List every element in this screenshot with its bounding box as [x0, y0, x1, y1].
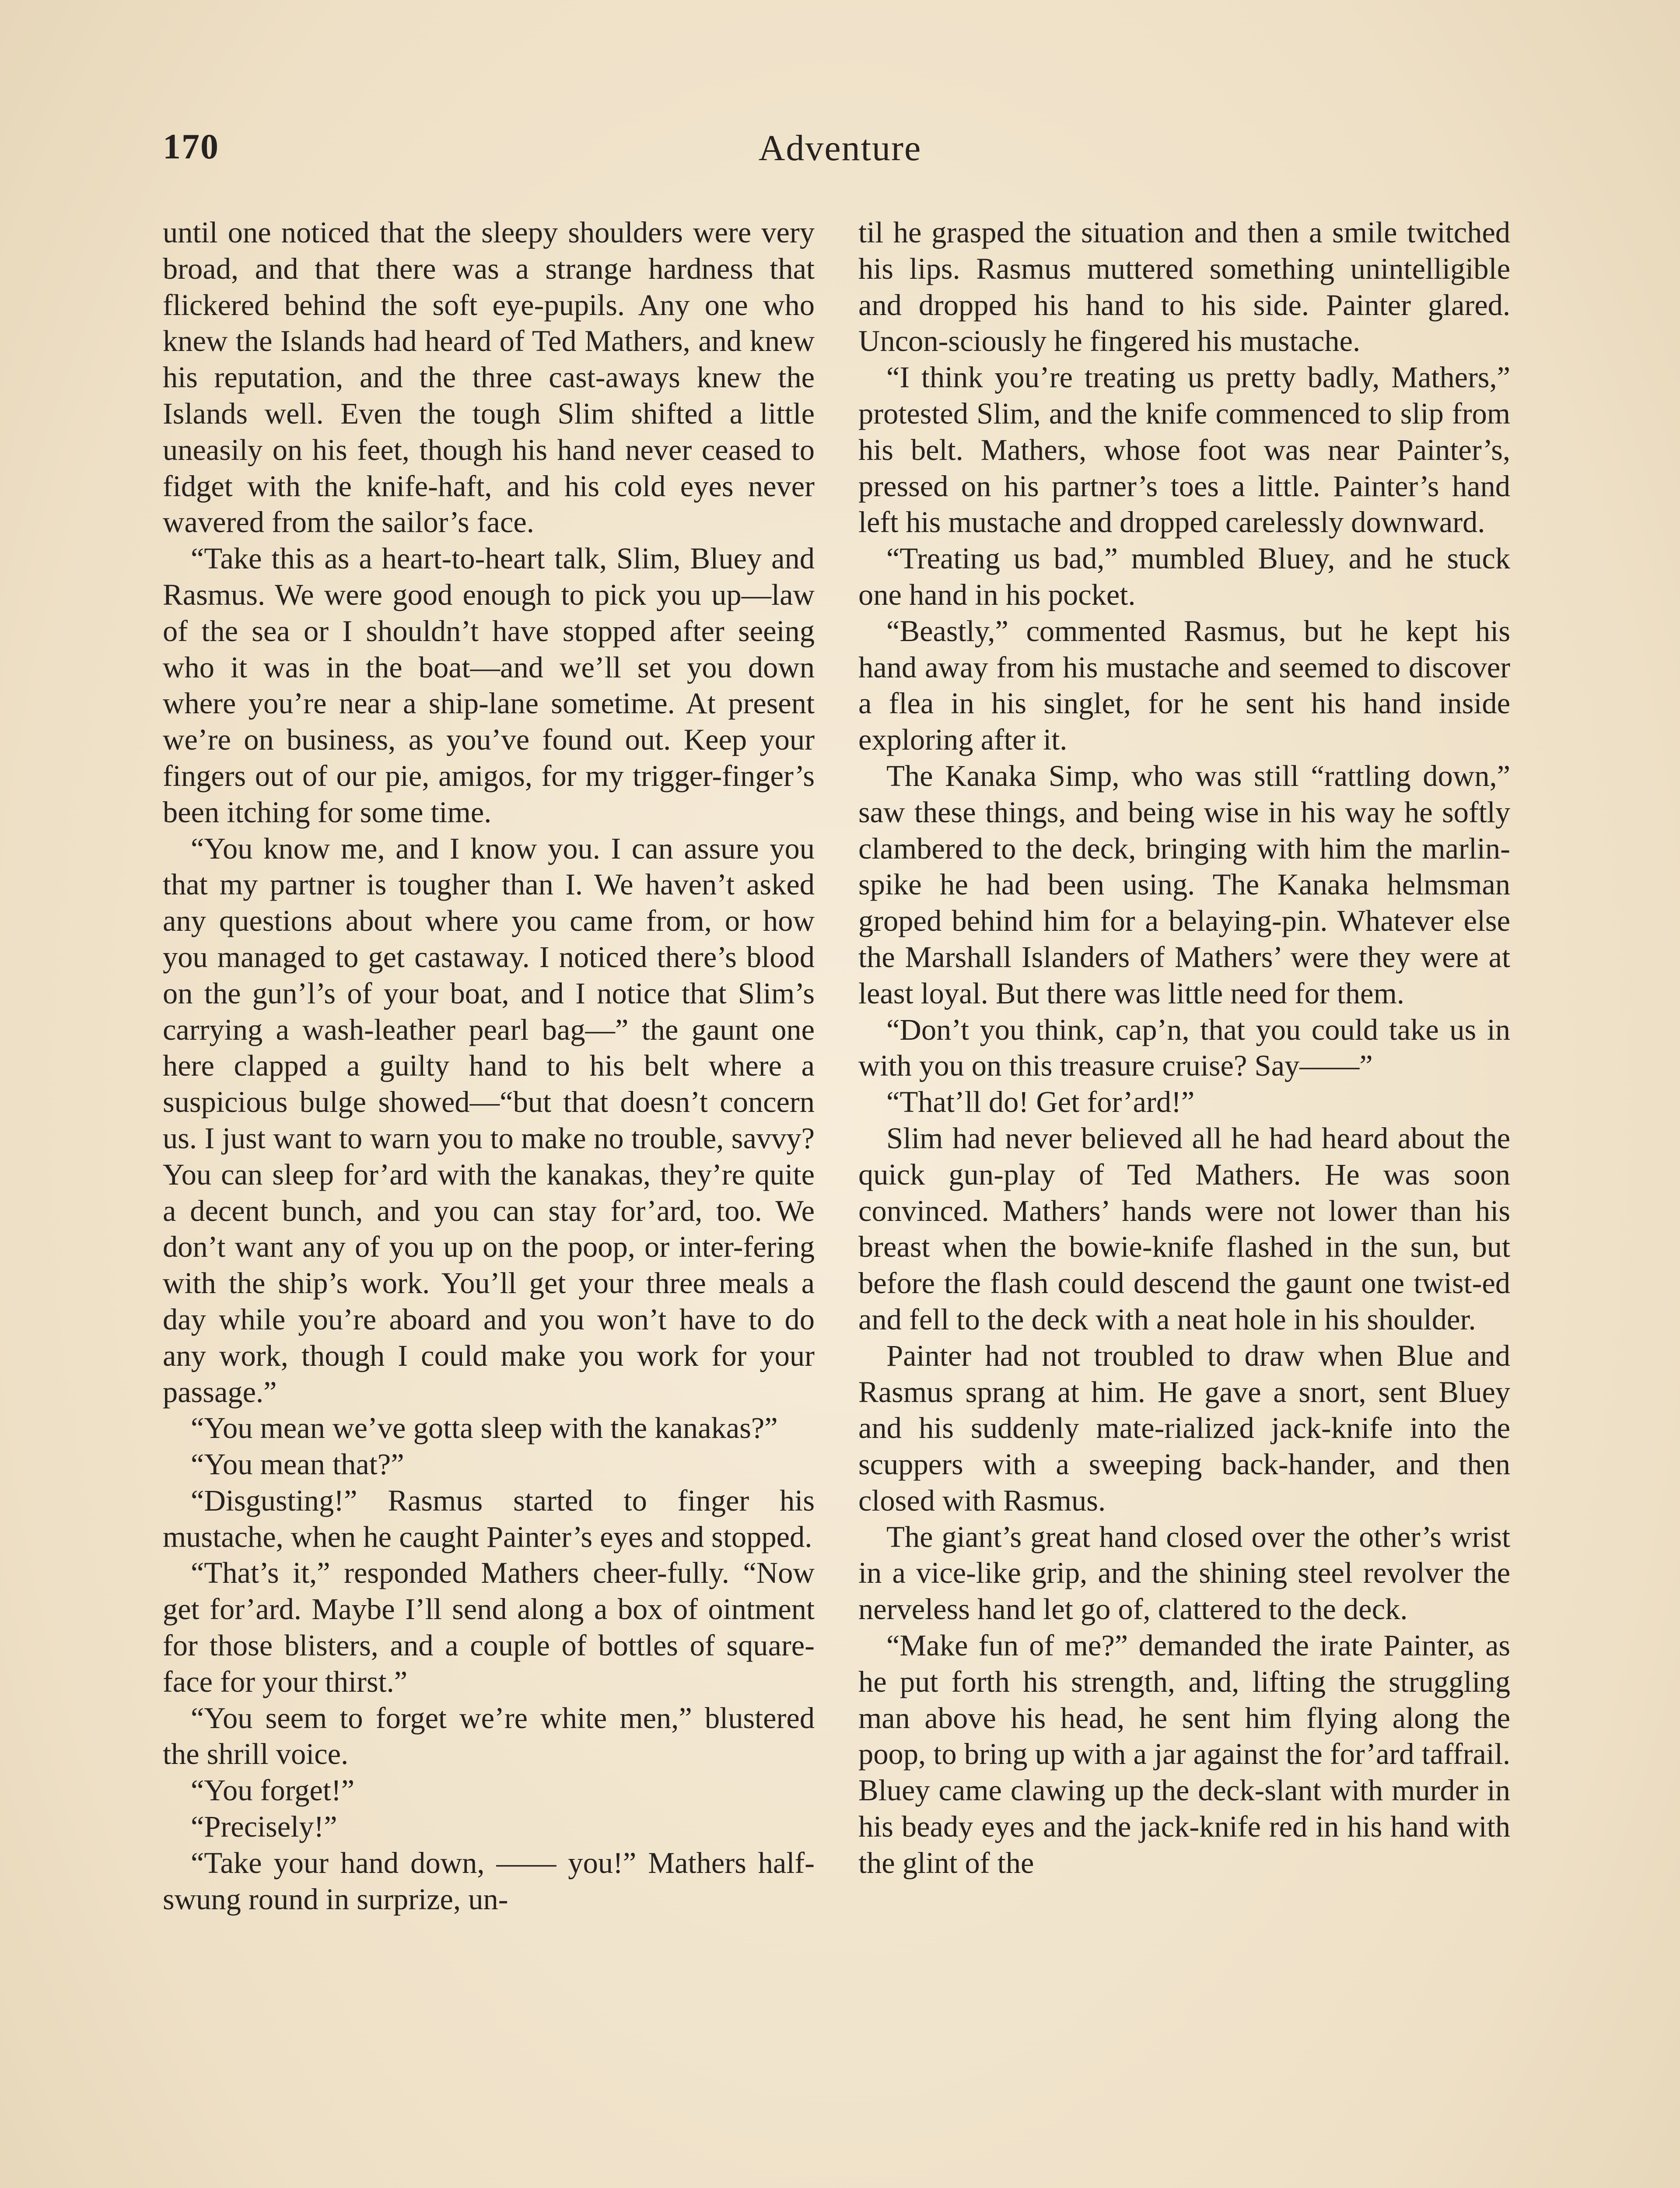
paragraph: “Make fun of me?” demanded the irate Painter, as he put forth his strength, and, lifting the struggling man above his head, he sent him flying along the poop, to bring up with a jar against the for’ard taffrail. Bluey came clawing up the deck-slant with murder in his beady eyes and the jack-knife red in his hand with the glint of the: [858, 1629, 1510, 1879]
paragraph: “You seem to forget we’re white men,” blustered the shrill voice.: [163, 1701, 815, 1771]
paragraph: “I think you’re treating us pretty badly, Mathers,” protested Slim, and the knife commenced to slip from his belt. Mathers, whose foot was near Painter’s, pressed on his partner’s toes a little. Painter’s hand left his mustache and dropped carelessly downward.: [858, 361, 1510, 539]
paragraph: “Beastly,” commented Rasmus, but he kept his hand away from his mustache and seemed to discover a flea in his singlet, for he sent his hand inside exploring after it.: [858, 614, 1510, 757]
paragraph: The Kanaka Simp, who was still “rattling down,” saw these things, and being wise in his way he softly clambered to the deck, bringing with him the marlin-spike he had been using. The Kanaka helmsman groped behind him for a belaying-pin. Whatever else the Marshall Islanders of Mathers’ were they were at least loyal. But there was little need for them.: [858, 759, 1510, 1010]
right-column: [858, 214, 1510, 1881]
paragraph: “You know me, and I know you. I can assure you that my partner is tougher than I. We haven’t asked any questions about where you came from, or how you managed to get castaway. I noticed there’s blood on the gun’l’s of your boat, and I notice that Slim’s carrying a wash-leather pearl bag—” the gaunt one here clapped a guilty hand to his belt where a suspicious bulge showed—“but that doesn’t concern us. I just want to warn you to make no trouble, savvy? You can sleep for’ard with the kanakas, they’re quite a decent bunch, and you can stay for’ard, too. We don’t want any of you up on the poop, or inter-fering with the ship’s work. You’ll get your three meals a day while you’re aboard and you won’t have to do any work, though I could make you work for your passage.”: [163, 831, 815, 1409]
paragraph: “That’ll do! Get for’ard!”: [886, 1085, 1195, 1119]
paragraph: Painter had not troubled to draw when Blue and Rasmus sprang at him. He gave a snort, sent Bluey and his suddenly mate-rialized jack-knife into the scuppers with a sweeping back-hander, and then closed with Rasmus.: [858, 1339, 1510, 1517]
left-column: [163, 214, 815, 1917]
running-head: Adventure: [758, 128, 922, 168]
paragraph: “Treating us bad,” mumbled Bluey, and he stuck one hand in his pocket.: [858, 542, 1510, 611]
paragraph: “Disgusting!” Rasmus started to finger his mustache, when he caught Painter’s eyes and stopped.: [163, 1483, 815, 1553]
paragraph: Slim had never believed all he had heard about the quick gun-play of Ted Mathers. He was soon convinced. Mathers’ hands were not lower than his breast when the bowie-knife flashed in the sun, but before the flash could descend the gaunt one twist-ed and fell to the deck with a neat hole in his shoulder.: [858, 1121, 1510, 1336]
paragraph: “You mean that?”: [191, 1448, 404, 1481]
paragraph: “Precisely!”: [191, 1810, 337, 1844]
paragraph: “You mean we’ve gotta sleep with the kanakas?”: [191, 1411, 778, 1445]
paragraph: til he grasped the situation and then a smile twitched his lips. Rasmus muttered something unintelligible and dropped his hand to his side. Painter glared. Uncon-sciously he fingered his mustache.: [858, 216, 1510, 358]
paragraph: “Take this as a heart-to-heart talk, Slim, Bluey and Rasmus. We were good enough to pick you up—law of the sea or I shouldn’t have stopped after seeing who it was in the boat—and we’ll set you down where you’re near a ship-lane sometime. At present we’re on business, as you’ve found out. Keep your fingers out of our pie, amigos, for my trigger-finger’s been itching for some time.: [163, 542, 815, 829]
paragraph: “Take your hand down, —— you!” Mathers half-swung round in surprize, un-: [163, 1846, 815, 1916]
paragraph: “Don’t you think, cap’n, that you could take us in with you on this treasure cruise? Say——”: [858, 1013, 1510, 1083]
paragraph: “That’s it,” responded Mathers cheer-fully. “Now get for’ard. Maybe I’ll send along a box of ointment for those blisters, and a couple of bottles of square-face for your thirst.”: [163, 1556, 815, 1698]
page-number: 170: [163, 126, 219, 166]
paragraph: until one noticed that the sleepy shoulders were very broad, and that there was a strange hardness that flickered behind the soft eye-pupils. Any one who knew the Islands had heard of Ted Mathers, and knew his reputation, and the three cast-aways knew the Islands well. Even the tough Slim shifted a little uneasily on his feet, though his hand never ceased to fidget with the knife-haft, and his cold eyes never wavered from the sailor’s face.: [163, 216, 815, 539]
paragraph: The giant’s great hand closed over the other’s wrist in a vice-like grip, and the shining steel revolver the nerveless hand let go of, clattered to the deck.: [858, 1520, 1510, 1626]
paragraph: “You forget!”: [191, 1774, 355, 1807]
